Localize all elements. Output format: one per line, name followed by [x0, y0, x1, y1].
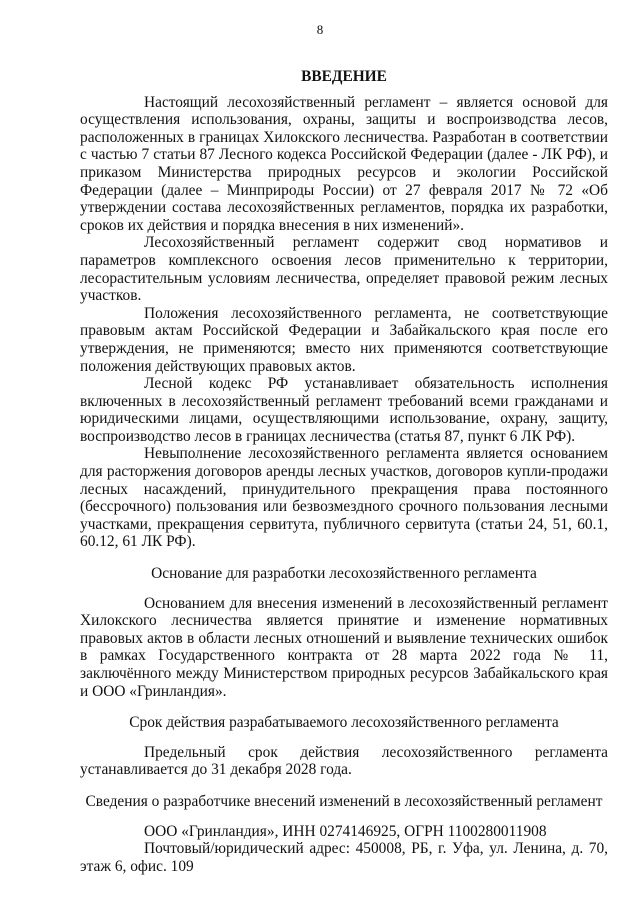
page-number: 8	[316, 22, 324, 37]
term-paragraph: Предельный срок действия лесохозяйственного регламента устанавливается до 31 декабря 2028 года.	[80, 743, 608, 779]
intro-paragraph: Настоящий лесохозяйственный регламент – является основой для осуществления использования, охраны, защиты и воспроизводства лесов, расположенных в границах Хилокского лесничества. Разработан в соответствии с частью 7 статьи 87 Лесного кодекса Российской Федерации (далее - ЛК РФ), и приказом Министерства природных ресурсов и экологии Российской Федерации (далее – Минприроды России) от 27 февраля 2017 № 72 «Об утверждении состава лесохозяйственных регламентов, порядка их разработки, сроков их действия и порядка внесения в них изменений».	[80, 93, 608, 234]
section-title: ВВЕДЕНИЕ	[301, 68, 387, 85]
term-heading: Срок действия разрабатываемого лесохозяйственного регламента	[129, 714, 559, 732]
document-body	[80, 68, 608, 875]
intro-paragraph: Лесной кодекс РФ устанавливает обязательность исполнения включенных в лесохозяйственный регламент требований всеми гражданами и юридическими лицами, осуществляющими использование, охрану, защиту, воспроизводство лесов в границах лесничества (статья 87, пункт 6 ЛК РФ).	[80, 375, 608, 445]
basis-paragraph: Основанием для внесения изменений в лесохозяйственный регламент Хилокского лесничества является принятие и изменение нормативных правовых актов в области лесных отношений и выявление технических ошибок в рамках Государственного контракта от 28 марта 2022 года № 11, заключённого между Министерством природных ресурсов Забайкальского края и ООО «Гринландия».	[80, 594, 608, 700]
intro-paragraph: Лесохозяйственный регламент содержит свод нормативов и параметров комплексного освоения лесов применительно к территории, лесорастительным условиям лесничества, определяет правовой режим лесных участков.	[80, 234, 608, 305]
basis-heading: Основание для разработки лесохозяйственного регламента	[151, 565, 537, 583]
developer-company: ООО «Гринландия», ИНН 0274146925, ОГРН 1100280011908	[144, 822, 547, 840]
developer-address: Почтовый/юридический адрес: 450008, РБ, г. Уфа, ул. Ленина, д. 70, этаж 6, офис. 109	[80, 840, 608, 875]
developer-heading: Сведения о разработчике внесений изменений в лесохозяйственный регламент	[85, 792, 603, 810]
intro-paragraph: Невыполнение лесохозяйственного регламента является основанием для расторжения договоров аренды лесных участков, договоров купли-продажи лесных насаждений, принудительного прекращения права постоянного (бессрочного) пользования или безвозмездного срочного пользования лесными участками, прекращения сервитута, публичного сервитута (статьи 24, 51, 60.1, 60.12, 61 ЛК РФ).	[80, 445, 608, 551]
intro-paragraph: Положения лесохозяйственного регламента, не соответствующие правовым актам Российской Федерации и Забайкальского края после его утверждения, не применяются; вместо них применяются соответствующие положения действующих правовых актов.	[80, 304, 608, 375]
